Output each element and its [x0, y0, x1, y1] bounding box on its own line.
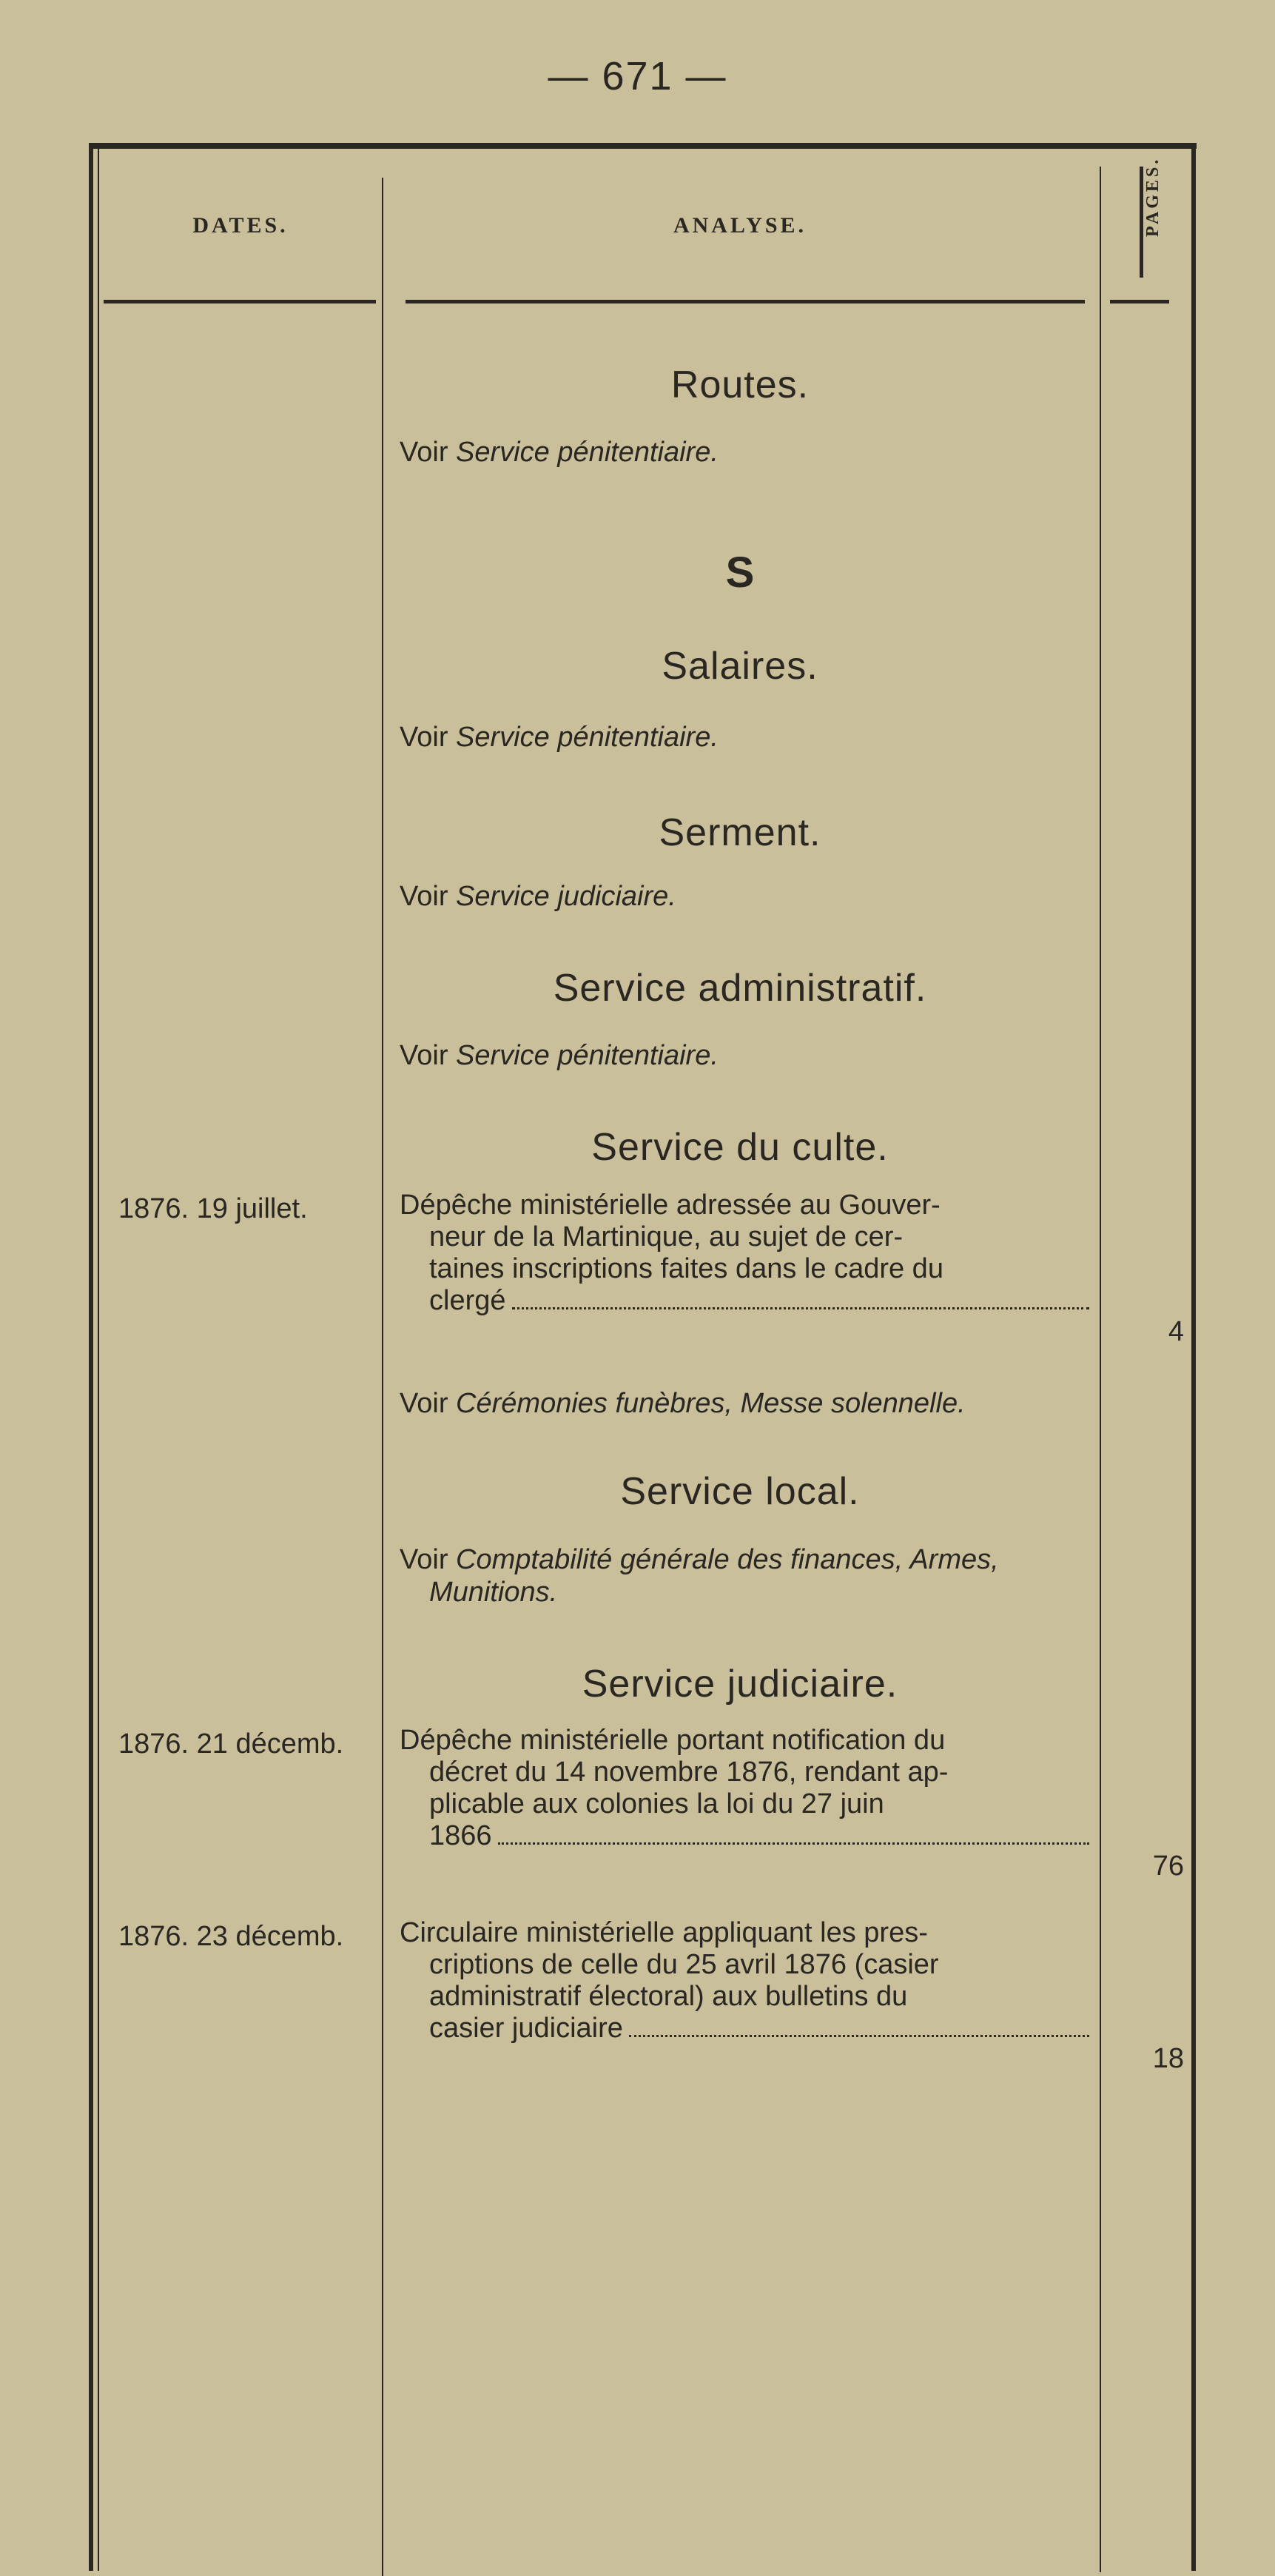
- column-header-analyse: ANALYSE.: [673, 213, 807, 238]
- see-also-service-administratif: [400, 1040, 1095, 1072]
- analysis-line: taines inscriptions faites dans le cadre du: [429, 1253, 943, 1284]
- see-also-service-local: [400, 1543, 1095, 1609]
- analysis-last-line: [400, 1820, 1095, 1852]
- analysis-line: criptions de celle du 25 avril 1876 (casier: [429, 1949, 939, 1980]
- analysis-line: casier judiciaire: [429, 2013, 623, 2044]
- section-title-serment: Serment.: [659, 811, 821, 854]
- entry-analysis: [400, 1725, 1095, 1852]
- table-top-rule: [89, 143, 1197, 149]
- analysis-line: administratif électoral) aux bulletins du: [429, 1981, 908, 2012]
- dot-leader: [512, 1285, 1090, 1309]
- see-reference: Comptabilité générale des finances, Armes,: [456, 1544, 999, 1575]
- column-header-dates: DATES.: [192, 213, 289, 238]
- see-prefix: Voir: [400, 722, 448, 753]
- dates-header-rule: [104, 300, 376, 303]
- analysis-line: 1866: [429, 1820, 492, 1851]
- see-also-service-du-culte: [400, 1388, 1095, 1420]
- entry-page-ref: 76: [1152, 1851, 1184, 1882]
- analyse-header-rule: [406, 300, 1085, 303]
- section-title-service-local: Service local.: [620, 1470, 860, 1513]
- see-reference-continued: Munitions.: [429, 1577, 558, 1608]
- analysis-line: Dépêche ministérielle adressée au Gouver-: [400, 1190, 941, 1221]
- pages-header-rule: [1110, 300, 1169, 303]
- entry-date: 1876. 19 juillet.: [118, 1193, 308, 1224]
- table-right-rule: [1191, 143, 1196, 2571]
- entry-date: 1876. 21 décemb.: [118, 1728, 344, 1760]
- see-also-routes: [400, 437, 1095, 469]
- see-also-salaires: [400, 722, 1095, 754]
- analysis-line: Circulaire ministérielle appliquant les pres-: [400, 1917, 928, 1948]
- dot-leader: [629, 2013, 1089, 2037]
- section-title-routes: Routes.: [670, 363, 810, 406]
- see-prefix: Voir: [400, 1544, 448, 1575]
- analysis-line: clergé: [429, 1285, 506, 1316]
- section-title-service-du-culte: Service du culte.: [591, 1126, 889, 1169]
- see-reference: Service pénitentiaire.: [456, 722, 719, 753]
- dot-leader: [498, 1820, 1089, 1845]
- entry-page-ref: 4: [1168, 1316, 1184, 1347]
- see-reference: Service pénitentiaire.: [456, 437, 719, 468]
- column-header-pages: PAGES.: [1143, 156, 1163, 237]
- see-prefix: Voir: [400, 881, 448, 912]
- page-number: — 671 —: [548, 54, 727, 98]
- pages-column-separator: [1100, 167, 1101, 2572]
- see-also-serment: [400, 881, 1095, 913]
- see-reference: Service pénitentiaire.: [456, 1040, 719, 1071]
- section-title-salaires: Salaires.: [662, 645, 818, 688]
- analysis-last-line: [400, 2013, 1095, 2045]
- analysis-line: plicable aux colonies la loi du 27 juin: [429, 1788, 884, 1819]
- table-left-inner-rule: [98, 143, 99, 2571]
- see-reference: Cérémonies funèbres, Messe solennelle.: [456, 1388, 966, 1419]
- section-title-service-judiciaire: Service judiciaire.: [582, 1663, 898, 1705]
- analysis-line: neur de la Martinique, au sujet de cer-: [429, 1221, 904, 1252]
- entry-analysis: [400, 1917, 1095, 2045]
- dates-column-separator: [382, 178, 383, 2576]
- see-prefix: Voir: [400, 1388, 448, 1419]
- entry-page-ref: 18: [1152, 2043, 1184, 2074]
- entry-date: 1876. 23 décemb.: [118, 1921, 344, 1952]
- see-prefix: Voir: [400, 437, 448, 468]
- see-reference: Service judiciaire.: [456, 881, 676, 912]
- entry-analysis: [400, 1190, 1095, 1317]
- table-left-rule: [89, 143, 93, 2571]
- analysis-last-line: [400, 1285, 1095, 1317]
- section-title-service-administratif: Service administratif.: [553, 967, 927, 1010]
- see-prefix: Voir: [400, 1040, 448, 1071]
- analysis-line: décret du 14 novembre 1876, rendant ap-: [429, 1757, 949, 1788]
- letter-heading: S: [725, 549, 755, 597]
- analysis-line: Dépêche ministérielle portant notification du: [400, 1725, 946, 1756]
